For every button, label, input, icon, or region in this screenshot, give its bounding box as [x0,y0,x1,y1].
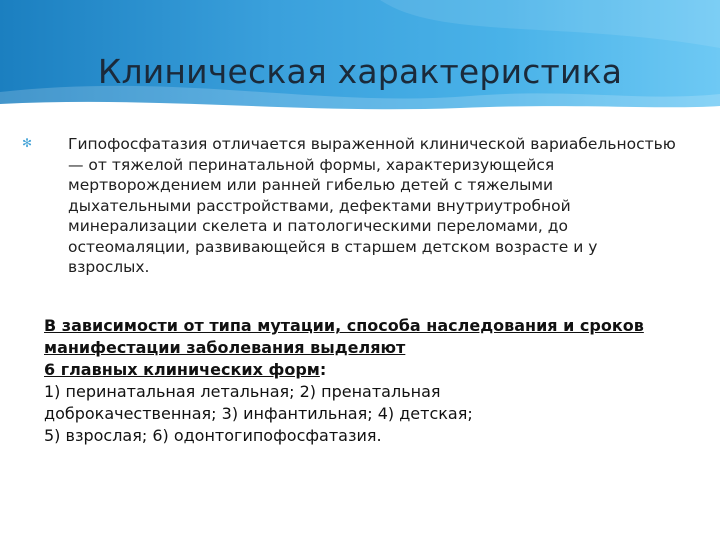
bullet-text: Гипофосфатазия отличается выраженной клинической вариабельностью — от тяжелой перинатальной формы, характеризующейся мертворождением или ранней гибелью детей с тяжелыми дыхательными расстройствами, дефектами внутриутробной минерализации скелета и патологическими переломами, до остеомаляции, развивающейся в старшем детском возрасте и у взрослых. [68,135,676,276]
forms-heading-line-3: 6 главных клинических форм [44,360,320,379]
forms-list-line-2: доброкачественная; 3) инфантильная; 4) детская; [44,404,473,423]
forms-list-line-3: 5) взрослая; 6) одонтогипофосфатазия. [44,426,382,445]
forms-heading-colon: : [319,360,327,379]
forms-heading-line-1: В зависимости от типа мутации, способа наследования и сроков [44,316,644,335]
clinical-forms-section [44,315,684,447]
slide-title: Клиническая характеристика [97,52,623,91]
bullet-paragraph [22,134,682,278]
forms-heading-line-2: манифестации заболевания выделяют [44,338,406,357]
forms-list-line-1: 1) перинатальная летальная; 2) пренатальная [44,382,441,401]
asterisk-bullet-icon: ✻ [22,136,33,150]
